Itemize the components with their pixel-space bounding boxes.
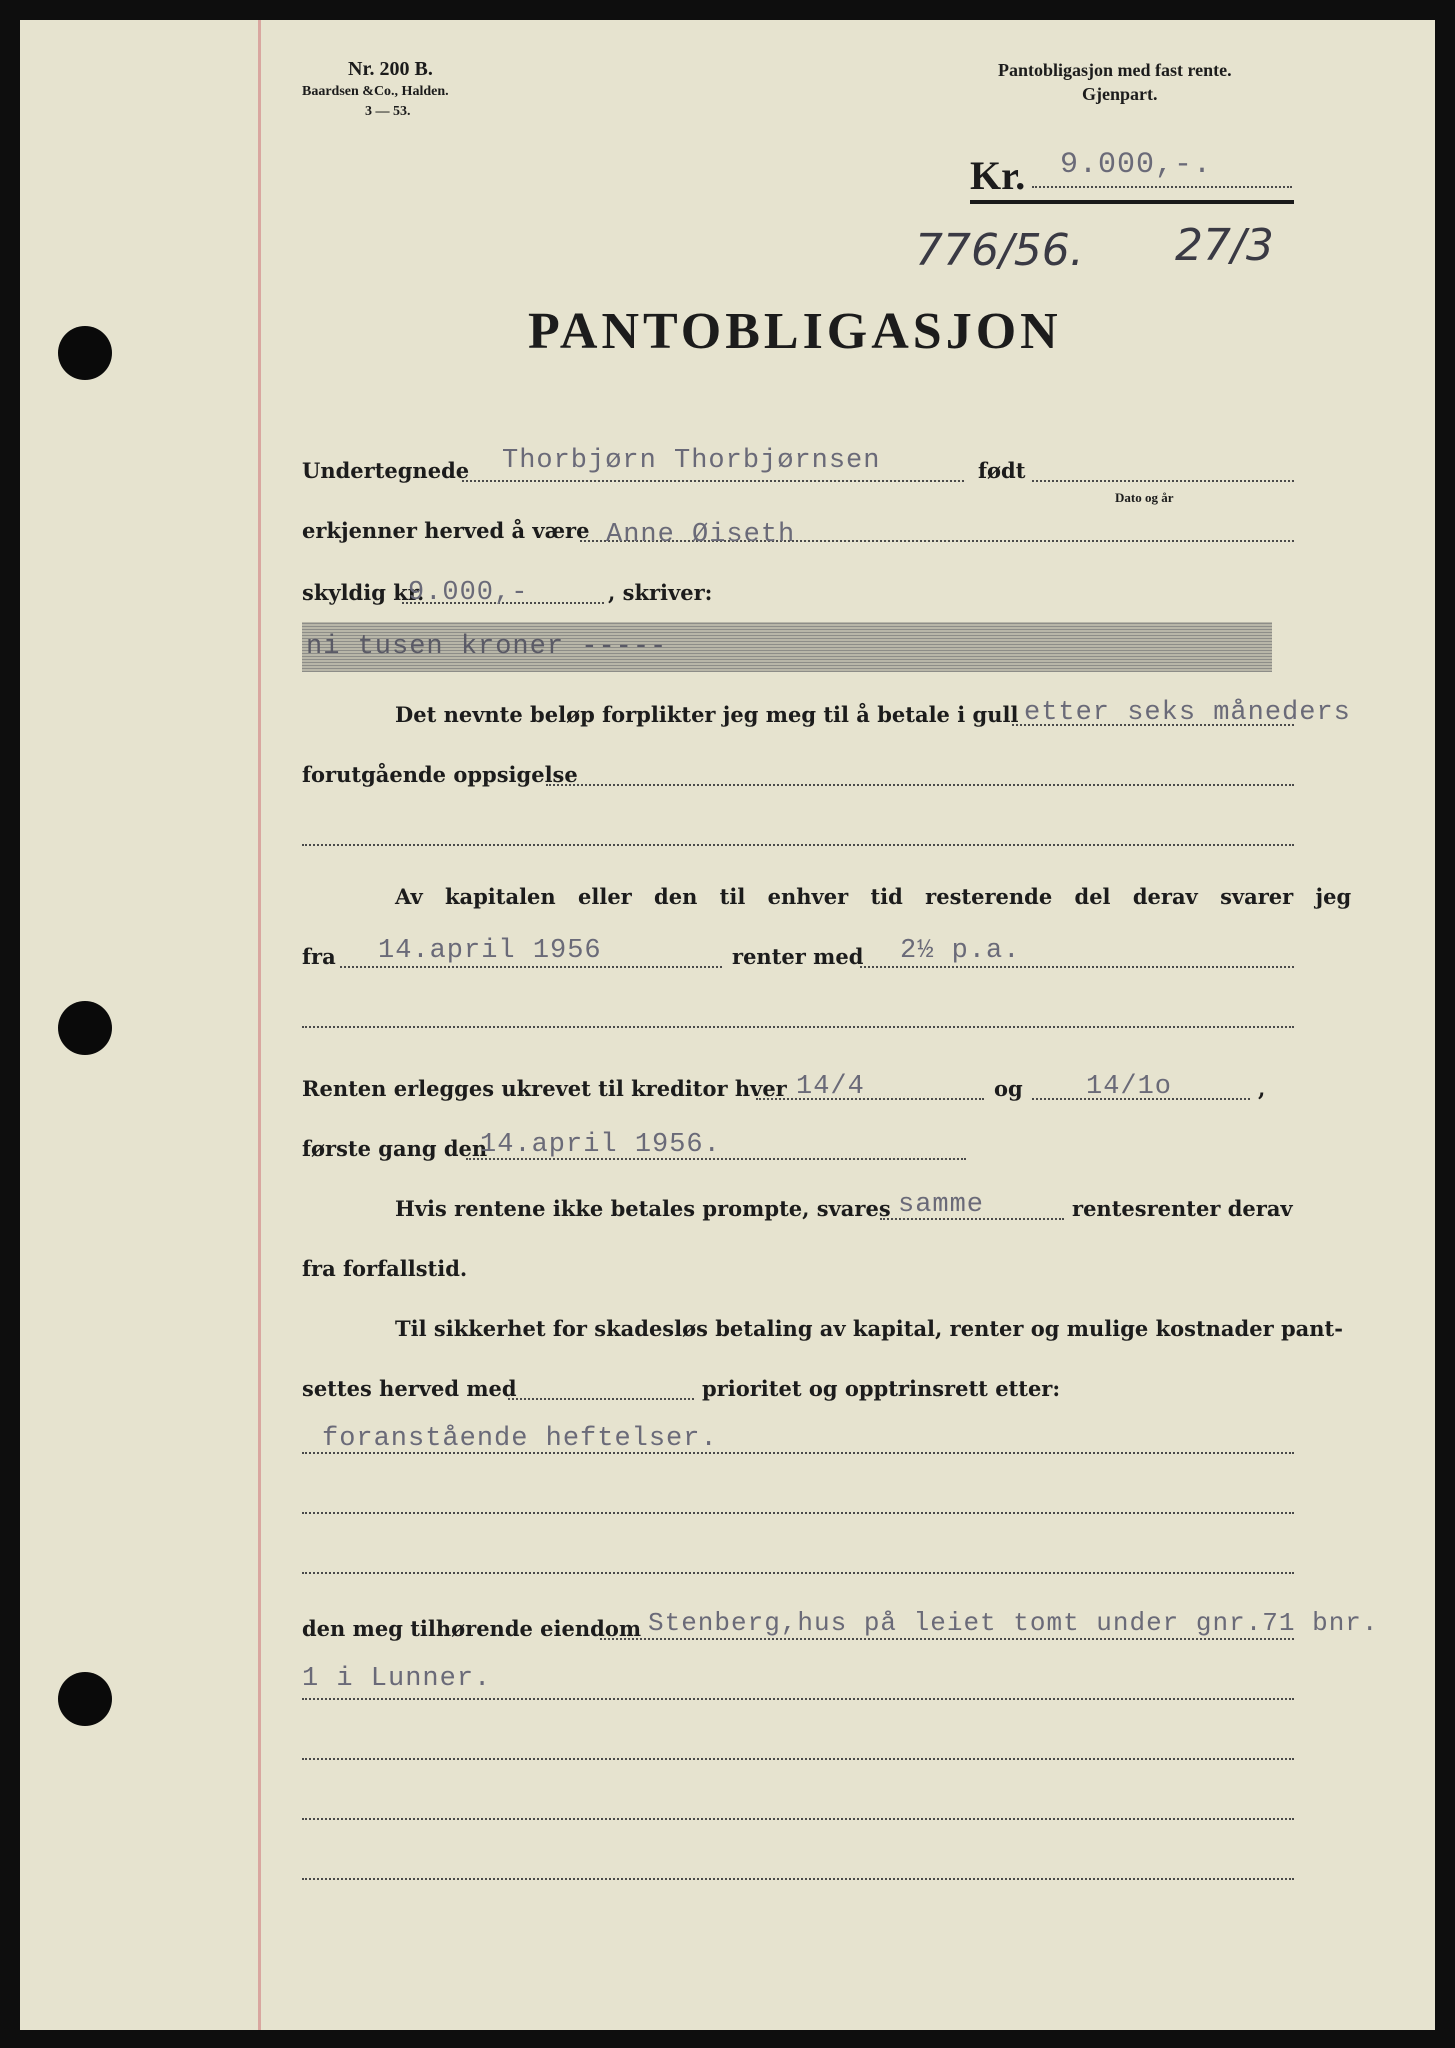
amount-underline (970, 200, 1294, 204)
blank-line (302, 1512, 1294, 1514)
security-value: foranstående heftelser. (322, 1424, 718, 1454)
security-line2b: prioritet og opptrinsrett etter: (702, 1376, 1061, 1401)
from-line (340, 966, 722, 968)
late-after: rentesrenter derav (1072, 1196, 1293, 1221)
punch-hole (58, 326, 112, 380)
born-line (1032, 480, 1294, 482)
form-number: Nr. 200 B. (348, 58, 433, 80)
property-value-2: 1 i Lunner. (302, 1664, 492, 1694)
print-date: 3 — 53. (365, 104, 411, 119)
first-payment-date: 14.april 1956. (480, 1130, 721, 1160)
rate-value: 2½ p.a. (900, 936, 1021, 966)
amount-value: 9.000,-. (1060, 148, 1213, 182)
first-payment-label: første gang den (302, 1136, 488, 1161)
and-label: og (994, 1076, 1023, 1101)
born-label: født (978, 458, 1026, 483)
payment-label: Renten erlegges ukrevet til kreditor hver (302, 1076, 787, 1101)
writes-label: , skriver: (608, 580, 713, 605)
registration-date: 27/3 (1175, 220, 1274, 271)
creditor-label: erkjenner herved å være (302, 518, 590, 543)
from-label: fra (302, 944, 336, 969)
blank-line (302, 844, 1294, 846)
security-text: Til sikkerhet for skadesløs betaling av kapital, renter og mulige kostnader pant- (395, 1316, 1343, 1341)
repayment-terms: etter seks måneders (1024, 698, 1351, 728)
blank-line (302, 1758, 1294, 1760)
copy-label: Gjenpart. (1082, 84, 1158, 104)
punch-hole (58, 1001, 112, 1055)
notice-line (546, 784, 1294, 786)
creditor-name: Anne Øiseth (606, 520, 796, 550)
punch-hole (58, 1672, 112, 1726)
rate-line (860, 966, 1294, 968)
from-date: 14.april 1956 (378, 936, 602, 966)
payment-date1: 14/4 (796, 1072, 865, 1102)
property-line-2 (302, 1698, 1294, 1700)
debt-label: skyldig kr. (302, 580, 425, 605)
property-label: den meg tilhørende eiendom (302, 1616, 642, 1641)
blank-line (302, 1878, 1294, 1880)
amount-line (1032, 186, 1292, 188)
late-line2: fra forfallstid. (302, 1256, 468, 1281)
payment-date1-line (756, 1098, 984, 1100)
amount-label: Kr. (970, 153, 1026, 198)
debtor-line (462, 480, 964, 482)
repayment-text: Det nevnte beløp forplikter jeg meg til å betale i gull (395, 702, 1019, 727)
property-line (600, 1638, 1294, 1640)
debt-amount: 9.000,- (408, 578, 529, 608)
registration-number: 776/56. (915, 225, 1084, 276)
amount-in-words: ni tusen kroner ----- (306, 632, 668, 662)
late-text: Hvis rentene ikke betales prompte, svares (395, 1196, 891, 1221)
date-hint: Dato og år (1115, 490, 1174, 505)
blank-line (302, 1818, 1294, 1820)
document-page (20, 20, 1435, 2030)
page-title: PANTOBLIGASJON (528, 303, 1062, 360)
margin-rule (258, 20, 261, 2030)
notice-label: forutgående oppsigelse (302, 762, 578, 787)
payment-date2: 14/1o (1086, 1072, 1173, 1102)
late-value: samme (898, 1190, 985, 1220)
rate-label: renter med (732, 944, 864, 969)
form-title: Pantobligasjon med fast rente. (998, 60, 1232, 80)
priority-line (508, 1398, 694, 1400)
debtor-name: Thorbjørn Thorbjørnsen (502, 446, 881, 476)
blank-line (302, 1572, 1294, 1574)
interest-intro: Av kapitalen eller den til enhver tid resterende del derav svarer jeg (395, 884, 1352, 909)
printer-name: Baardsen &Co., Halden. (302, 84, 449, 99)
debtor-label: Undertegnede (302, 458, 470, 483)
security-line2a: settes herved med (302, 1376, 517, 1401)
blank-line (302, 1026, 1294, 1028)
payment-comma: , (1258, 1076, 1266, 1101)
property-value-1: Stenberg,hus på leiet tomt under gnr.71 bnr. (648, 1608, 1379, 1638)
